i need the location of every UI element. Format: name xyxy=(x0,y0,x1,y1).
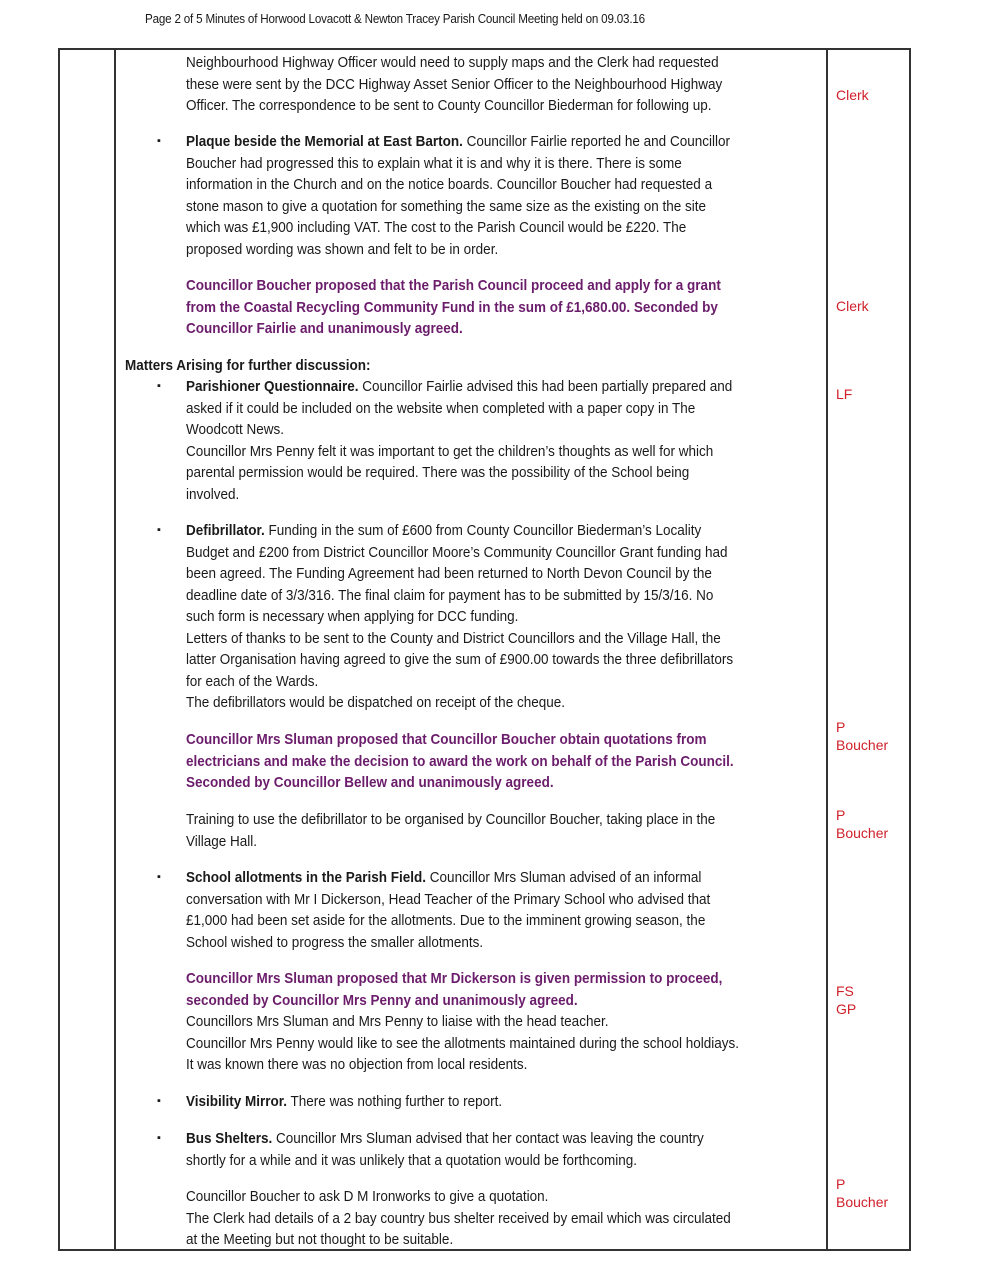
minutes-line: parental permission would be required. There was the possibility of the School being xyxy=(186,464,690,481)
minutes-line: such form is necessary when applying for DCC funding. xyxy=(186,608,519,625)
minutes-line: Councillor Mrs Sluman proposed that Councillor Boucher obtain quotations from xyxy=(186,731,707,748)
minutes-line: latter Organisation having agreed to give the sum of £900.00 towards the three defibrillators xyxy=(186,651,734,668)
minutes-line: Visibility Mirror. There was nothing further to report. xyxy=(186,1093,503,1110)
action-owner: Clerk xyxy=(836,87,869,103)
minutes-line: Councillor Boucher proposed that the Parish Council proceed and apply for a grant xyxy=(186,277,721,294)
minutes-line: these were sent by the DCC Highway Asset Senior Officer to the Neighbourhood Highway xyxy=(186,75,723,93)
minutes-line: The Clerk had details of a 2 bay country bus shelter received by email which was circulated xyxy=(186,1209,731,1227)
minutes-line: Defibrillator. Funding in the sum of £600 from County Councillor Biederman’s Locality xyxy=(186,522,702,539)
minutes-line: Boucher had progressed this to explain what it is and why it is there. There is some xyxy=(186,154,682,172)
item-heading: Plaque beside the Memorial at East Barton. xyxy=(186,133,463,150)
bullet-marker: ▪ xyxy=(157,524,161,536)
bullet-marker: ▪ xyxy=(157,1095,161,1107)
item-heading: Bus Shelters. xyxy=(186,1130,273,1147)
page-header: Page 2 of 5 Minutes of Horwood Lovacott & Newton Tracey Parish Council Meeting held on 09.03.16 xyxy=(145,12,645,26)
minutes-line: which was £1,900 including VAT. The cost to the Parish Council would be £220. The xyxy=(186,219,687,236)
action-owner: FS GP xyxy=(836,983,857,1017)
minutes-line: Councillor Fairlie and unanimously agreed. xyxy=(186,320,463,337)
bullet-marker: ▪ xyxy=(157,1132,161,1144)
minutes-line: The defibrillators would be dispatched on receipt of the cheque. xyxy=(186,694,565,711)
minutes-line: Bus Shelters. Councillor Mrs Sluman advised that her contact was leaving the country xyxy=(186,1130,704,1147)
table-divider-right xyxy=(826,48,828,1251)
action-owner: P Boucher xyxy=(836,719,889,753)
minutes-line: Councillor Mrs Penny would like to see the allotments maintained during the school holdiays. xyxy=(186,1034,740,1052)
minutes-line: Training to use the defibrillator to be organised by Councillor Boucher, taking place in the xyxy=(186,811,716,828)
minutes-line: at the Meeting but not thought to be suitable. xyxy=(186,1231,454,1248)
bullet-marker: ▪ xyxy=(157,871,161,883)
action-owner: P Boucher xyxy=(836,1176,889,1210)
minutes-line: proposed wording was shown and felt to be in order. xyxy=(186,240,499,258)
action-owner: LF xyxy=(836,386,853,402)
minutes-line: shortly for a while and it was unlikely that a quotation would be forthcoming. xyxy=(186,1151,637,1169)
minutes-line: Councillor Boucher to ask D M Ironworks to give a quotation. xyxy=(186,1188,549,1205)
minutes-line: information in the Church and on the notice boards. Councillor Boucher had requested a xyxy=(186,176,713,193)
item-heading: Visibility Mirror. xyxy=(186,1093,288,1110)
minutes-line xyxy=(125,355,371,377)
item-heading: Defibrillator. xyxy=(186,522,265,539)
minutes-line: It was known there was no objection from local residents. xyxy=(186,1056,528,1073)
minutes-line: seconded by Councillor Mrs Penny and unanimously agreed. xyxy=(186,991,578,1009)
minutes-line: for each of the Wards. xyxy=(186,672,319,690)
minutes-line: Seconded by Councillor Bellew and unanimously agreed. xyxy=(186,774,554,791)
minutes-line: electricians and make the decision to award the work on behalf of the Parish Council. xyxy=(186,752,734,770)
minutes-line: Councillor Mrs Sluman proposed that Mr Dickerson is given permission to proceed, xyxy=(186,970,723,987)
minutes-line: Parishioner Questionnaire. Councillor Fairlie advised this had been partially prepared and xyxy=(186,378,733,395)
minutes-line: £1,000 had been set aside for the allotments. Due to the imminent growing season, the xyxy=(186,912,706,929)
minutes-line: Village Hall. xyxy=(186,832,258,850)
minutes-line: from the Coastal Recycling Community Fund in the sum of £1,680.00. Seconded by xyxy=(186,298,718,316)
bullet-marker: ▪ xyxy=(157,380,161,392)
minutes-line: been agreed. The Funding Agreement had been returned to North Devon Council by the xyxy=(186,565,712,582)
action-owner: Clerk xyxy=(836,298,869,314)
bullet-marker: ▪ xyxy=(157,135,161,147)
minutes-line: involved. xyxy=(186,485,240,503)
minutes-line: Woodcott News. xyxy=(186,421,285,438)
item-heading: School allotments in the Parish Field. xyxy=(186,869,427,886)
minutes-line: School wished to progress the smaller allotments. xyxy=(186,933,484,951)
minutes-line: asked if it could be included on the website when completed with a paper copy in The xyxy=(186,399,696,417)
minutes-line: Budget and £200 from District Councillor Moore’s Community Councillor Grant funding had xyxy=(186,543,728,561)
minutes-line: stone mason to give a quotation for something the same size as the existing on the site xyxy=(186,197,707,215)
action-owner: P Boucher xyxy=(836,807,889,841)
minutes-line: Officer. The correspondence to be sent to County Councillor Biederman for following up. xyxy=(186,97,712,114)
minutes-line: Councillors Mrs Sluman and Mrs Penny to liaise with the head teacher. xyxy=(186,1013,609,1030)
table-divider-left xyxy=(114,48,116,1251)
item-heading: Parishioner Questionnaire. xyxy=(186,378,359,395)
minutes-line: Plaque beside the Memorial at East Barton. Councillor Fairlie reported he and Councillor xyxy=(186,133,730,150)
minutes-line: conversation with Mr I Dickerson, Head Teacher of the Primary School who advised that xyxy=(186,890,711,908)
minutes-line: deadline date of 3/3/316. The final claim for payment has to be submitted by 15/3/16. No xyxy=(186,586,714,604)
minutes-line: Neighbourhood Highway Officer would need to supply maps and the Clerk had requested xyxy=(186,54,719,71)
minutes-line: Councillor Mrs Penny felt it was important to get the children’s thoughts as well for which xyxy=(186,442,714,460)
minutes-line: School allotments in the Parish Field. Councillor Mrs Sluman advised of an informal xyxy=(186,869,702,886)
minutes-line: Letters of thanks to be sent to the County and District Councillors and the Village Hall, the xyxy=(186,629,721,647)
item-heading: Matters Arising for further discussion: xyxy=(125,357,371,374)
